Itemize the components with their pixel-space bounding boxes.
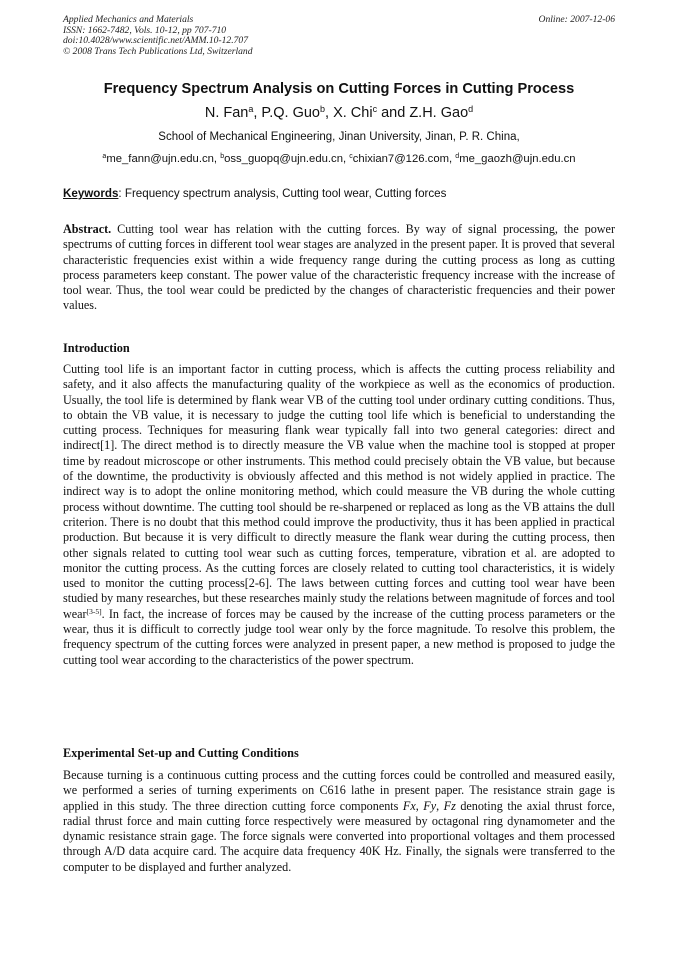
author-marker: b <box>320 104 325 115</box>
keywords-line <box>63 186 615 202</box>
email-marker: c <box>349 153 353 161</box>
email-marker: d <box>455 153 460 161</box>
author-separator: , <box>253 105 262 121</box>
author-marker: d <box>468 104 474 115</box>
journal-doi: doi:10.4028/www.scientific.net/AMM.10-12.707 <box>63 35 249 47</box>
author-name: X. Chi <box>333 105 373 121</box>
citation-marker: [3-5] <box>86 606 102 616</box>
email-address[interactable]: me_gaozh@ujn.edu.cn <box>459 153 576 165</box>
abstract-paragraph <box>63 222 615 314</box>
introduction-heading: Introduction <box>63 341 130 355</box>
force-symbol: Fz <box>443 798 456 813</box>
introduction-paragraph <box>63 362 615 668</box>
email-separator: , <box>449 153 456 165</box>
force-symbol: Fy <box>423 798 437 813</box>
setup-paragraph <box>63 768 615 875</box>
journal-issn: ISSN: 1662-7482, Vols. 10-12, pp 707-710 <box>63 24 227 36</box>
introduction-text-continued: . In fact, the increase of forces may be caused by the increase of the cutting process parameters or the wear, thus it is difficult to correctly judge tool wear only by the force magnitude. To resolve this problem, the frequency spectrum of the cutting forces were analyzed in present paper, a new method is proposed to judge the cutting tool wear according to the characteristics of the power spectrum. <box>63 606 615 667</box>
affiliation: School of Mechanical Engineering, Jinan University, Jinan, P. R. China, <box>158 131 520 143</box>
author-separator: and <box>377 105 410 121</box>
keywords-text: : Frequency spectrum analysis, Cutting tool wear, Cutting forces <box>118 187 447 200</box>
email-separator: , <box>342 153 350 165</box>
setup-text-continued: denoting the axial thrust force, radial thrust force and main cutting force respectively were measured by octagonal ring dynamometer and the dynamic resistance strain gage. The force signals were converted into proportional voltages and them processed through A/D data acquire card. The acquire data frequency 40K Hz. Finally, the signals were transferred to the computer to be displayed and further analyzed. <box>63 798 615 874</box>
abstract-text: Cutting tool wear has relation with the cutting forces. By way of signal processing, the power spectrums of cutting forces in different tool wear stages are analyzed in the present paper. It is proved that several characteristic frequencies exist within a wide frequency range during the cutting process as long as cutting process parameters keep constant. The power value of the characteristic frequency increase with the increase of tool wear. Thus, the tool wear could be predicted by the changes of characteristic frequencies and their power values. <box>63 222 615 313</box>
email-list <box>0 151 678 167</box>
symbol-separator: , <box>436 798 444 813</box>
author-marker: c <box>372 104 378 115</box>
force-symbol: Fx <box>402 798 416 813</box>
online-date: Online: 2007-12-06 <box>538 14 615 25</box>
journal-copyright: © 2008 Trans Tech Publications Ltd, Switzerland <box>63 45 253 57</box>
keywords-label: Keywords <box>63 187 119 200</box>
email-address[interactable]: chixian7@126.com <box>352 153 450 165</box>
email-marker: a <box>102 153 107 161</box>
introduction-text: Cutting tool life is an important factor in cutting process, which is affects the cutting process reliability and safety, and it also affects the manufacturing quality of the workpiece as well as the economics of production. Usually, the tool life is determined by flank wear VB of the cutting tool under ordinary cutting conditions. Thus, to obtain the VB value, it is necessary to judge the cutting tool life which is beneficial to understanding the cutting process. Techniques for measuring flank wear typically fall into two general categories: direct and indirect[1]. The direct method is to directly measure the VB value when the machine tool is stopped at proper time by readout microscope or other instruments. This method could precisely obtain the VB value, but because of the downtime, the productivity is obviously affected and this method is not widely applied in practice. The indirect way is to adopt the online monitoring method, which could measure the VB during the whole cutting process without downtime. The cutting tool should be re-sharpened or replaced as long as the VB attains the dull criterion. There is no doubt that this method could improve the productivity, thus it has been applied in practical production. But because it is very difficult to directly measure the flank wear during the cutting process, then other signals related to cutting tool wear such as cutting forces, temperature, vibration et al. are adopted to monitor the cutting process. As the cutting forces are closely related to cutting tool characteristics, it is widely used to monitor the cutting process[2-6]. The laws between cutting forces and cutting tool wear have been studied by many researches, but these researches mainly study the relations between magnitude of forces and tool wear <box>63 362 615 621</box>
journal-name: Applied Mechanics and Materials <box>63 14 194 25</box>
author-name: N. Fan <box>204 105 249 121</box>
email-separator: , <box>213 153 221 165</box>
author-name: P.Q. Guo <box>261 105 320 121</box>
setup-text: Because turning is a continuous cutting process and the cutting forces could be controlled and measured easily, we performed a series of turning experiments on C616 lathe in present paper. The resistance strain gage is applied in this study. The three direction cutting force components <box>63 768 615 813</box>
author-list <box>0 103 678 123</box>
email-marker: b <box>220 153 225 161</box>
abstract-label: Abstract. <box>63 222 112 236</box>
author-name: Z.H. Gao <box>409 105 469 121</box>
paper-title: Frequency Spectrum Analysis on Cutting Forces in Cutting Process <box>103 81 575 97</box>
author-separator: , <box>325 105 334 121</box>
email-address[interactable]: oss_guopq@ujn.edu.cn <box>224 153 343 165</box>
author-marker: a <box>248 104 254 115</box>
email-address[interactable]: me_fann@ujn.edu.cn <box>106 153 214 165</box>
journal-info <box>63 15 253 57</box>
symbol-separator: , <box>415 798 424 813</box>
setup-heading: Experimental Set-up and Cutting Conditions <box>63 746 299 760</box>
